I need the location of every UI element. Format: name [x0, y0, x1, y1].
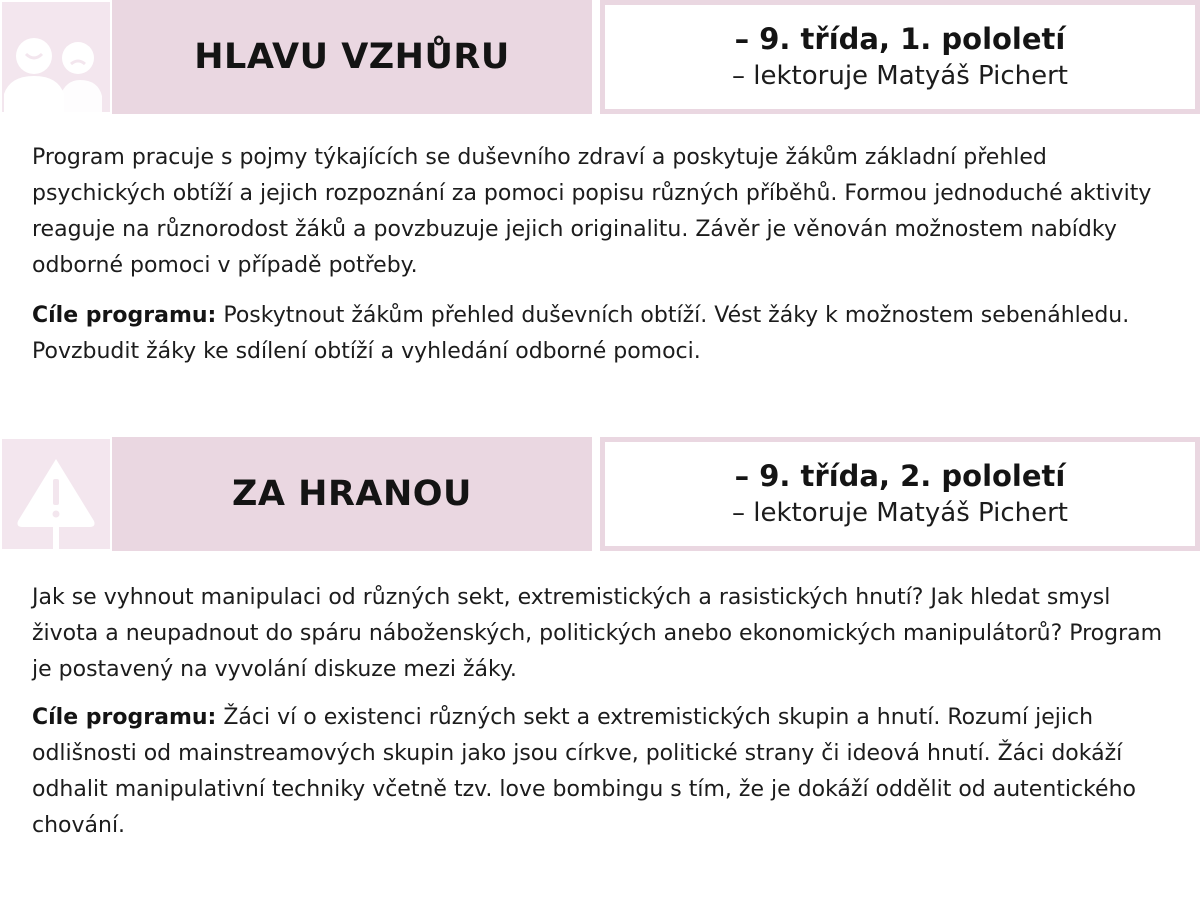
people-icon — [0, 0, 112, 114]
program-header — [0, 437, 1200, 551]
program-lector: – lektoruje Matyáš Pichert — [732, 61, 1068, 91]
goals-text: Poskytnout žákům přehled duševních obtíží. Vést žáky k možnostem sebenáhledu. Povzbudit žáky ke sdílení obtíží a vyhledání odborné pomoci. — [32, 303, 1130, 364]
program-lector: – lektoruje Matyáš Pichert — [732, 498, 1068, 528]
program-title: ZA HRANOU — [232, 474, 472, 514]
program-info-inner — [605, 442, 1195, 546]
program-title: HLAVU VZHŮRU — [194, 37, 510, 77]
program-title-box — [112, 0, 592, 114]
program-description: Program pracuje s pojmy týkajících se duševního zdraví a poskytuje žákům základní přehled psychických obtíží a jejich rozpoznání za pomoci popisu různých příběhů. Formou jednoduché aktivity reaguje na různorodost žáků a povzbuzuje jejich originalitu. Závěr je věnován možnostem nabídky odborné pomoci v případě potřeby. — [32, 145, 1152, 278]
program-section-za-hranou — [0, 437, 1200, 838]
program-info-box — [600, 437, 1200, 551]
program-title-box — [112, 437, 592, 551]
program-description: Jak se vyhnout manipulaci od různých sekt, extremistických a rasistických hnutí? Jak hledat smysl života a neupadnout do spáru náboženských, politických anebo ekonomických manipulátorů? Program je postavený na vyvolání diskuze mezi žáky. — [32, 585, 1163, 682]
program-goals — [32, 298, 1172, 370]
program-header — [0, 0, 1200, 114]
goals-label: Cíle programu: — [32, 303, 217, 328]
program-grade: – 9. třída, 2. pololetí — [734, 459, 1066, 493]
program-section-hlavu-vzhuru — [0, 0, 1200, 364]
program-grade: – 9. třída, 1. pololetí — [734, 22, 1066, 56]
goals-label: Cíle programu: — [32, 705, 217, 730]
warning-icon — [0, 437, 112, 551]
program-info-inner — [605, 5, 1195, 109]
goals-text: Žáci ví o existenci různých sekt a extremistických skupin a hnutí. Rozumí jejich odlišnosti od mainstreamových skupin jako jsou církve, politické strany či ideová hnutí. Žáci dokáží odhalit manipulativní techniky včetně tzv. love bombingu s tím, že je dokáží oddělit od autentického chování. — [32, 705, 1136, 838]
program-info-box — [600, 0, 1200, 114]
program-goals — [32, 700, 1172, 844]
